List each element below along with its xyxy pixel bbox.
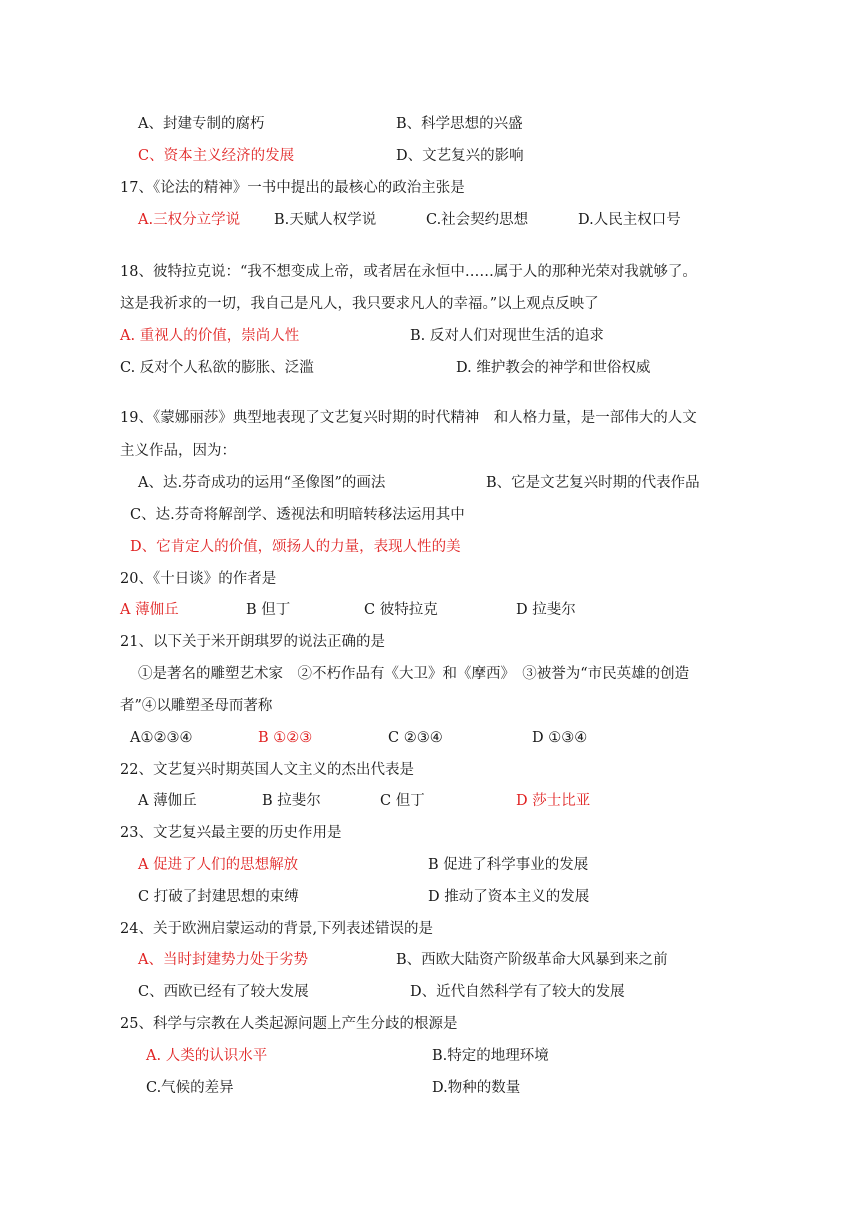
q19-option-c: C、达.芬奇将解剖学、透视法和明暗转移法运用其中 (130, 507, 465, 523)
q24-option-b: B、西欧大陆资产阶级革命大风暴到来之前 (396, 952, 668, 968)
q22-option-c: C 但丁 (380, 793, 425, 809)
q17-option-b: B.天赋人权学说 (274, 212, 377, 228)
q20-option-b: B 但丁 (246, 602, 291, 618)
q21-detail-line2: 者”④以雕塑圣母而著称 (120, 698, 273, 714)
q19-option-b: B、它是文艺复兴时期的代表作品 (486, 475, 700, 491)
q24-option-a-answer: A、当时封建势力处于劣势 (138, 952, 308, 968)
q21-option-d: D ①③④ (532, 730, 588, 746)
q21-option-a: A①②③④ (130, 730, 193, 746)
q22-option-d-answer: D 莎士比亚 (516, 793, 591, 809)
q24-option-d: D、近代自然科学有了较大的发展 (410, 984, 625, 1000)
q25-stem: 25、科学与宗教在人类起源问题上产生分歧的根源是 (120, 1016, 458, 1032)
q25-option-d: D.物种的数量 (432, 1080, 521, 1096)
q19-stem-line2: 主义作品，因为： (120, 443, 236, 459)
q16-option-b: B、科学思想的兴盛 (396, 116, 523, 132)
q16-option-c-answer: C、资本主义经济的发展 (138, 148, 295, 164)
q22-option-b: B 拉斐尔 (262, 793, 321, 809)
q18-option-d: D. 维护教会的神学和世俗权威 (456, 360, 651, 376)
q22-stem: 22、文艺复兴时期英国人文主义的杰出代表是 (120, 762, 414, 778)
q17-option-d: D.人民主权口号 (578, 212, 681, 228)
q16-option-a: A、封建专制的腐朽 (138, 116, 265, 132)
q23-option-b: B 促进了科学事业的发展 (428, 857, 589, 873)
q17-option-c: C.社会契约思想 (426, 212, 529, 228)
q23-option-c: C 打破了封建思想的束缚 (138, 889, 299, 905)
q17-stem: 17、《论法的精神》一书中提出的最核心的政治主张是 (120, 180, 465, 196)
q21-option-c: C ②③④ (388, 730, 443, 746)
q21-detail-line1: ①是著名的雕塑艺术家 ②不朽作品有《大卫》和《摩西》 ③被誉为“市民英雄的创造 (138, 666, 690, 682)
q18-option-a-answer: A. 重视人的价值，崇尚人性 (120, 328, 300, 344)
q19-option-d-answer: D、它肯定人的价值，颂扬人的力量，表现人性的美 (130, 539, 461, 555)
q19-option-a: A、达.芬奇成功的运用“圣像图”的画法 (138, 475, 386, 491)
q16-option-d: D、文艺复兴的影响 (396, 148, 524, 164)
q20-option-a-answer: A 薄伽丘 (120, 602, 179, 618)
q22-option-a: A 薄伽丘 (138, 793, 197, 809)
q24-option-c: C、西欧已经有了较大发展 (138, 984, 309, 1000)
q23-option-a-answer: A 促进了人们的思想解放 (138, 857, 299, 873)
q20-option-d: D 拉斐尔 (516, 602, 576, 618)
q19-stem-line1: 19、《蒙娜丽莎》典型地表现了文艺复兴时期的时代精神 和人格力量，是一部伟大的人文 (120, 410, 697, 426)
q23-stem: 23、文艺复兴最主要的历史作用是 (120, 825, 342, 841)
q25-option-b: B.特定的地理环境 (432, 1048, 549, 1064)
q18-stem-line1: 18、彼特拉克说：“我不想变成上帝，或者居在永恒中……属于人的那种光荣对我就够了。 (120, 264, 697, 280)
q17-option-a-answer: A.三权分立学说 (138, 212, 241, 228)
q25-option-a-answer: A. 人类的认识水平 (146, 1048, 268, 1064)
q25-option-c: C.气候的差异 (146, 1080, 234, 1096)
q21-option-b-answer: B ①②③ (258, 730, 313, 746)
q24-stem: 24、关于欧洲启蒙运动的背景,下列表述错误的是 (120, 921, 434, 937)
q20-stem: 20、《十日谈》的作者是 (120, 571, 277, 587)
q18-option-b: B. 反对人们对现世生活的追求 (410, 328, 604, 344)
q21-stem: 21、以下关于米开朗琪罗的说法正确的是 (120, 634, 385, 650)
q23-option-d: D 推动了资本主义的发展 (428, 889, 590, 905)
q20-option-c: C 彼特拉克 (364, 602, 438, 618)
q18-stem-line2: 这是我祈求的一切，我自己是凡人，我只要求凡人的幸福。”以上观点反映了 (120, 296, 599, 312)
q18-option-c: C. 反对个人私欲的膨胀、泛滥 (120, 360, 314, 376)
